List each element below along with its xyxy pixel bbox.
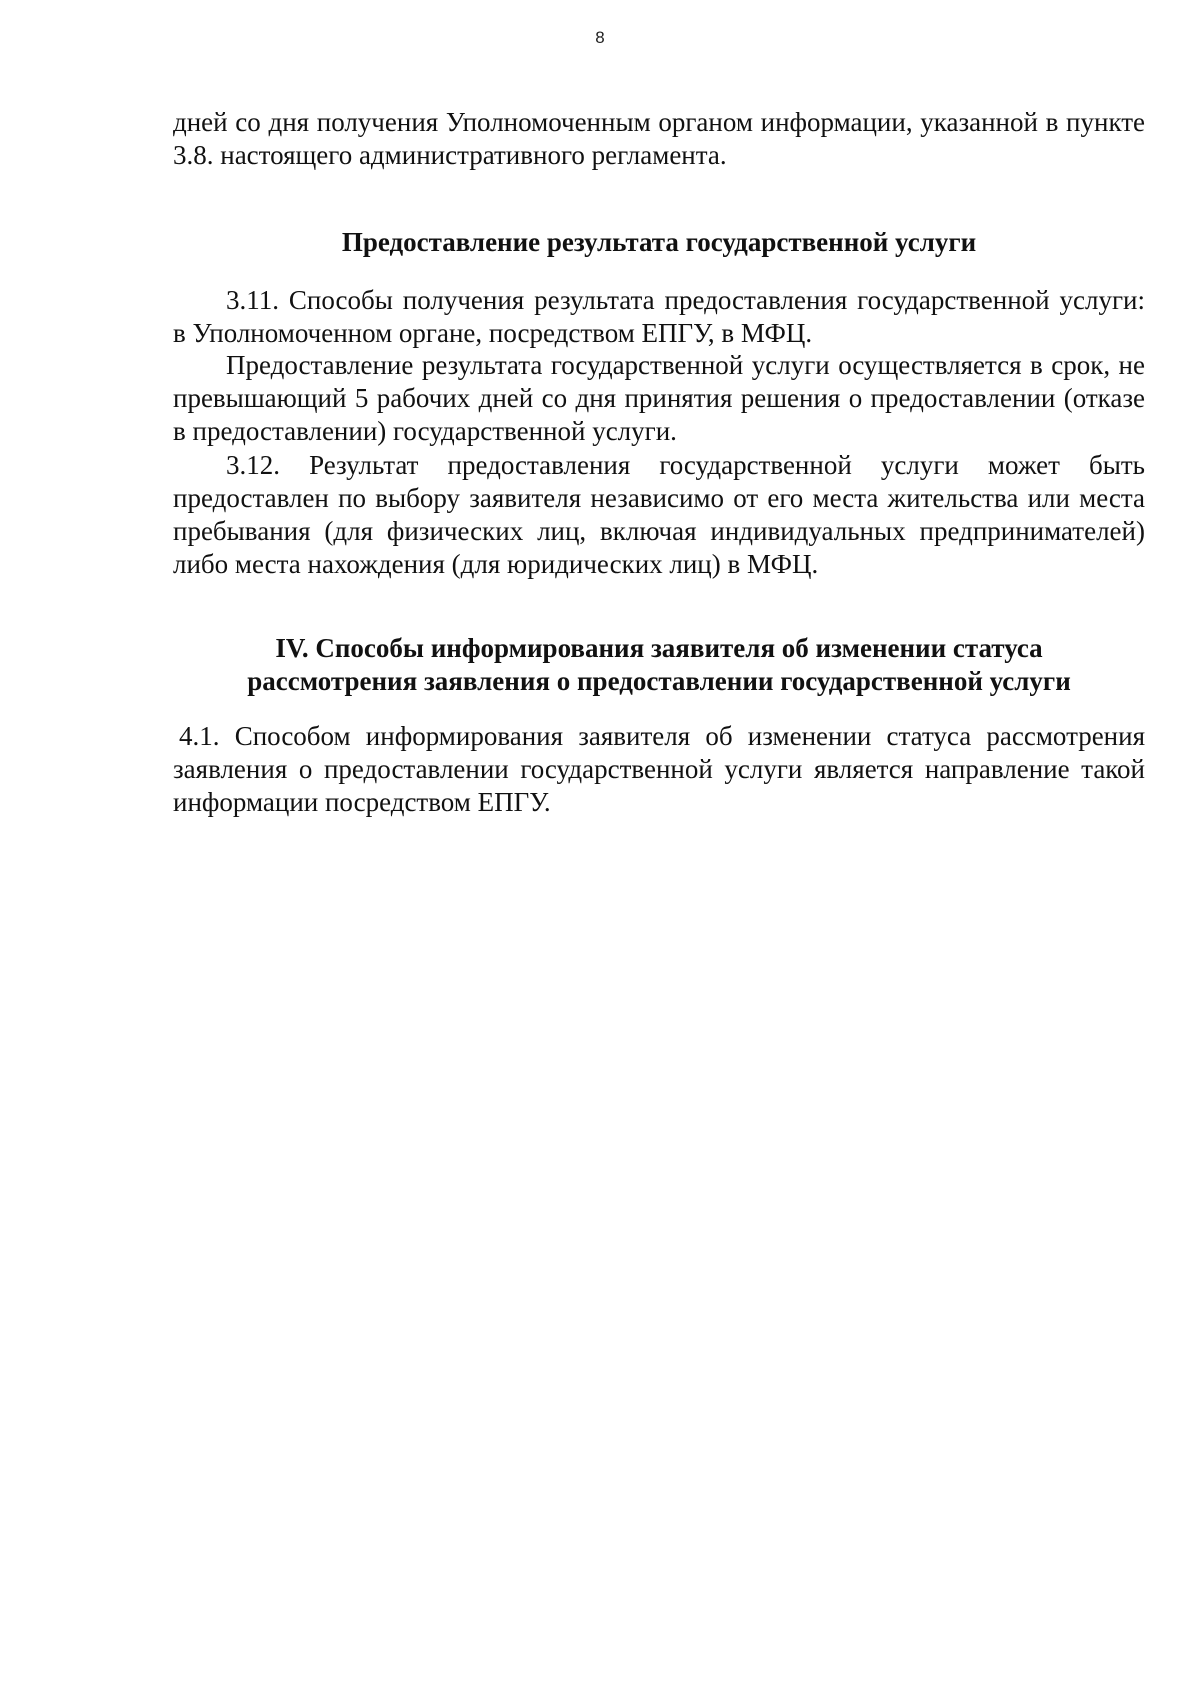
- section-result-title: Предоставление результата государственной услуги: [341, 227, 977, 257]
- section-iv-title-line-2: рассмотрения заявления о предоставлении государственной услуги: [247, 666, 1071, 696]
- paragraph-3-11-second: Предоставление результата государственной услуги осуществляется в срок, не превышающий 5 рабочих дней со дня принятия решения о предоставлении (отказе в предоставлении) государственной услуги.: [173, 350, 1145, 446]
- paragraph-3-11: 3.11. Способы получения результата предоставления государственной услуги: в Уполномоченном органе, посредством ЕПГУ, в МФЦ.: [173, 285, 1145, 348]
- paragraph-3-12: 3.12. Результат предоставления государственной услуги может быть предоставлен по выбору заявителя независимо от его места жительства или места пребывания (для физических лиц, включая индивидуальных предпринимателей) либо места нахождения (для юридических лиц) в МФЦ.: [173, 450, 1145, 579]
- paragraph-4-1: 4.1. Способом информирования заявителя об изменении статуса рассмотрения заявления о предоставлении государственной услуги является направление такой информации посредством ЕПГУ.: [173, 721, 1145, 817]
- continuation-paragraph: дней со дня получения Уполномоченным органом информации, указанной в пункте 3.8. настоящего административного регламента.: [173, 107, 1145, 170]
- page-number: 8: [595, 28, 605, 47]
- section-iv-title: [173, 632, 1145, 698]
- section-iv-title-line-1: IV. Способы информирования заявителя об изменении статуса: [275, 633, 1043, 663]
